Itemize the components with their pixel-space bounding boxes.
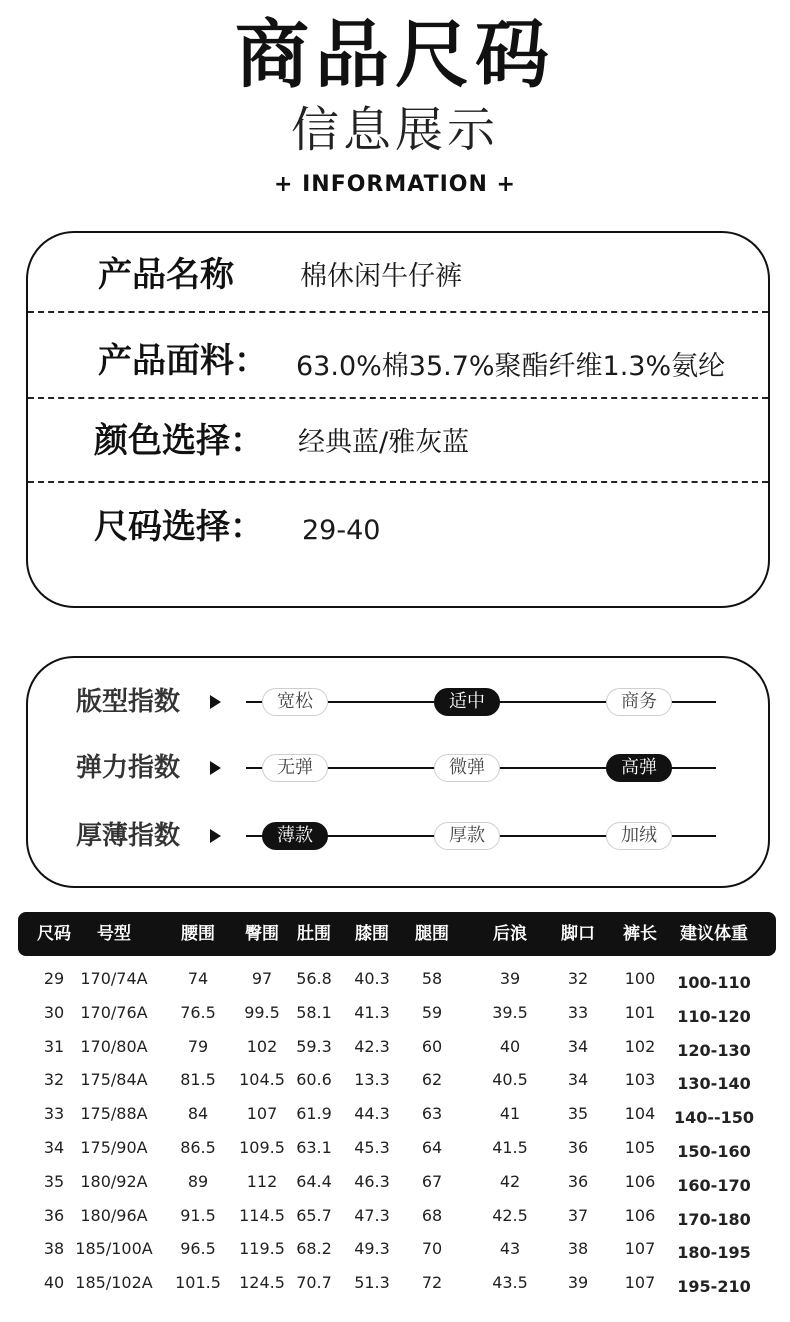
index-option: 加绒 <box>606 822 672 850</box>
table-cell: 100-110 <box>677 973 751 992</box>
table-cell: 42 <box>499 1171 521 1191</box>
table-cell: 40 <box>499 1036 521 1056</box>
index-option: 微弹 <box>434 754 500 782</box>
index-option: 厚款 <box>434 822 500 850</box>
table-cell: 99.5 <box>244 1002 280 1022</box>
table-cell: 84 <box>187 1104 209 1124</box>
table-cell: 97 <box>251 969 273 988</box>
table-cell: 105 <box>624 1138 656 1157</box>
table-header-cell: 脚口 <box>561 924 595 944</box>
table-row <box>18 996 776 1030</box>
table-cell: 68.2 <box>296 1239 332 1259</box>
table-cell: 35 <box>567 1104 589 1124</box>
table-cell: 67 <box>421 1171 443 1191</box>
table-row <box>18 1131 776 1165</box>
table-header-cell: 肚围 <box>297 924 331 944</box>
table-cell: 65.7 <box>296 1205 332 1225</box>
table-cell: 41 <box>499 1104 521 1124</box>
table-header-cell: 膝围 <box>355 924 389 944</box>
table-cell: 170-180 <box>677 1209 751 1229</box>
index-option: 无弹 <box>262 754 328 782</box>
table-cell: 160-170 <box>677 1175 751 1195</box>
info-label: 颜色选择： <box>94 421 264 461</box>
table-row <box>18 1030 776 1064</box>
index-row-thickness <box>28 816 768 856</box>
english-caption: + INFORMATION + <box>274 172 516 197</box>
table-cell: 104.5 <box>239 1070 285 1090</box>
table-cell: 40 <box>43 1273 65 1293</box>
info-label: 尺码选择： <box>94 507 264 547</box>
table-row <box>18 1165 776 1199</box>
table-cell: 150-160 <box>677 1142 751 1161</box>
table-cell: 51.3 <box>354 1273 390 1293</box>
table-cell: 63 <box>421 1104 443 1124</box>
table-cell: 130-140 <box>677 1074 751 1094</box>
table-cell: 106 <box>624 1171 656 1191</box>
table-cell: 47.3 <box>354 1205 390 1225</box>
table-cell: 38 <box>567 1239 589 1259</box>
table-cell: 13.3 <box>354 1070 390 1090</box>
table-cell: 100 <box>624 969 656 988</box>
table-row <box>18 1232 776 1266</box>
table-cell: 110-120 <box>677 1006 751 1026</box>
table-cell: 112 <box>246 1171 278 1191</box>
table-header-cell: 后浪 <box>493 924 527 944</box>
table-cell: 63.1 <box>296 1138 332 1157</box>
info-value: 经典蓝/雅灰蓝 <box>298 427 470 458</box>
table-cell: 185/102A <box>75 1273 153 1293</box>
table-header-cell: 尺码 <box>37 924 71 944</box>
dashed-divider <box>28 311 768 313</box>
index-label: 厚薄指数 <box>76 821 181 851</box>
table-cell: 62 <box>421 1070 443 1090</box>
table-cell: 35 <box>43 1171 65 1191</box>
table-cell: 33 <box>567 1002 589 1022</box>
table-cell: 119.5 <box>239 1239 285 1259</box>
table-cell: 60 <box>421 1036 443 1056</box>
table-cell: 107 <box>624 1239 656 1259</box>
table-cell: 60.6 <box>296 1070 332 1090</box>
table-cell: 81.5 <box>180 1070 216 1090</box>
table-row <box>18 962 776 996</box>
table-cell: 107 <box>246 1104 278 1124</box>
table-cell: 34 <box>567 1036 589 1056</box>
table-cell: 74 <box>187 969 209 988</box>
table-cell: 33 <box>43 1104 65 1124</box>
table-cell: 76.5 <box>180 1002 216 1022</box>
table-cell: 195-210 <box>677 1277 751 1297</box>
info-label: 产品面料： <box>98 341 268 381</box>
table-cell: 37 <box>567 1205 589 1225</box>
table-cell: 185/100A <box>75 1239 153 1259</box>
table-cell: 107 <box>624 1273 656 1293</box>
table-header-cell: 建议体重 <box>680 924 748 944</box>
table-cell: 59 <box>421 1002 443 1022</box>
table-cell: 170/80A <box>80 1036 148 1056</box>
table-cell: 120-130 <box>677 1040 751 1060</box>
table-cell: 180-195 <box>677 1243 751 1263</box>
table-cell: 41.3 <box>354 1002 390 1022</box>
table-cell: 39 <box>499 969 521 988</box>
table-cell: 101.5 <box>175 1273 221 1293</box>
table-cell: 56.8 <box>296 969 332 988</box>
product-info-card <box>26 231 770 608</box>
info-value: 63.0%棉35.7%聚酯纤维1.3%氨纶 <box>296 351 726 382</box>
table-header-cell: 腰围 <box>181 924 215 944</box>
table-cell: 170/74A <box>80 969 148 988</box>
table-row <box>18 1097 776 1131</box>
table-cell: 40.3 <box>354 969 390 988</box>
table-cell: 29 <box>43 969 65 988</box>
table-cell: 101 <box>624 1002 656 1022</box>
table-cell: 124.5 <box>239 1273 285 1293</box>
table-row <box>18 1266 776 1300</box>
dashed-divider <box>28 397 768 399</box>
play-arrow-icon <box>210 695 221 709</box>
page-subtitle: 信息展示 <box>290 102 499 158</box>
table-cell: 70 <box>421 1239 443 1259</box>
table-cell: 175/84A <box>80 1070 148 1090</box>
table-cell: 96.5 <box>180 1239 216 1259</box>
table-cell: 79 <box>187 1036 209 1056</box>
table-cell: 44.3 <box>354 1104 390 1124</box>
table-cell: 46.3 <box>354 1171 390 1191</box>
table-cell: 32 <box>567 969 589 988</box>
table-cell: 39.5 <box>492 1002 528 1022</box>
table-cell: 72 <box>421 1273 443 1293</box>
table-cell: 40.5 <box>492 1070 528 1090</box>
info-value: 29-40 <box>302 515 381 546</box>
table-header <box>18 912 776 956</box>
table-cell: 64.4 <box>296 1171 332 1191</box>
table-cell: 43 <box>499 1239 521 1259</box>
table-cell: 61.9 <box>296 1104 332 1124</box>
dashed-divider <box>28 481 768 483</box>
table-header-cell: 裤长 <box>623 924 657 944</box>
table-cell: 64 <box>421 1138 443 1157</box>
table-cell: 175/90A <box>80 1138 148 1157</box>
table-cell: 180/92A <box>80 1171 148 1191</box>
table-header-cell: 腿围 <box>415 924 449 944</box>
table-cell: 102 <box>246 1036 278 1056</box>
table-row <box>18 1199 776 1233</box>
table-cell: 36 <box>567 1138 589 1157</box>
index-option: 适中 <box>434 688 500 716</box>
play-arrow-icon <box>210 761 221 775</box>
table-cell: 175/88A <box>80 1104 148 1124</box>
index-label: 版型指数 <box>76 687 181 717</box>
index-option: 高弹 <box>606 754 672 782</box>
page-title: 商品尺码 <box>235 12 555 98</box>
index-option: 商务 <box>606 688 672 716</box>
table-cell: 140--150 <box>673 1108 755 1128</box>
table-cell: 30 <box>43 1002 65 1022</box>
table-cell: 45.3 <box>354 1138 390 1157</box>
info-label: 产品名称 <box>98 255 234 295</box>
index-option: 宽松 <box>262 688 328 716</box>
table-cell: 32 <box>43 1070 65 1090</box>
index-label: 弹力指数 <box>76 753 181 783</box>
table-cell: 102 <box>624 1036 656 1056</box>
table-cell: 36 <box>43 1205 65 1225</box>
table-cell: 34 <box>567 1070 589 1090</box>
table-cell: 41.5 <box>492 1138 528 1157</box>
table-cell: 70.7 <box>296 1273 332 1293</box>
table-cell: 106 <box>624 1205 656 1225</box>
table-cell: 38 <box>43 1239 65 1259</box>
table-cell: 104 <box>624 1104 656 1124</box>
table-cell: 59.3 <box>296 1036 332 1056</box>
table-cell: 39 <box>567 1273 589 1293</box>
table-cell: 103 <box>624 1070 656 1090</box>
info-value: 棉休闲牛仔裤 <box>300 261 462 292</box>
table-cell: 91.5 <box>180 1205 216 1225</box>
table-header-cell: 号型 <box>97 924 131 944</box>
play-arrow-icon <box>210 829 221 843</box>
table-cell: 170/76A <box>80 1002 148 1022</box>
index-row-fit <box>28 682 768 722</box>
table-cell: 68 <box>421 1205 443 1225</box>
index-option: 薄款 <box>262 822 328 850</box>
table-cell: 89 <box>187 1171 209 1191</box>
table-header-cell: 臀围 <box>245 924 279 944</box>
table-cell: 114.5 <box>239 1205 285 1225</box>
index-row-stretch <box>28 748 768 788</box>
table-cell: 42.5 <box>492 1205 528 1225</box>
table-cell: 180/96A <box>80 1205 148 1225</box>
table-cell: 86.5 <box>180 1138 216 1157</box>
table-cell: 58 <box>421 969 443 988</box>
table-cell: 34 <box>43 1138 65 1157</box>
table-row <box>18 1063 776 1097</box>
table-cell: 109.5 <box>239 1138 285 1157</box>
index-card <box>26 656 770 888</box>
table-cell: 58.1 <box>296 1002 332 1022</box>
table-cell: 42.3 <box>354 1036 390 1056</box>
table-cell: 43.5 <box>492 1273 528 1293</box>
table-cell: 49.3 <box>354 1239 390 1259</box>
table-cell: 31 <box>43 1036 65 1056</box>
table-cell: 36 <box>567 1171 589 1191</box>
